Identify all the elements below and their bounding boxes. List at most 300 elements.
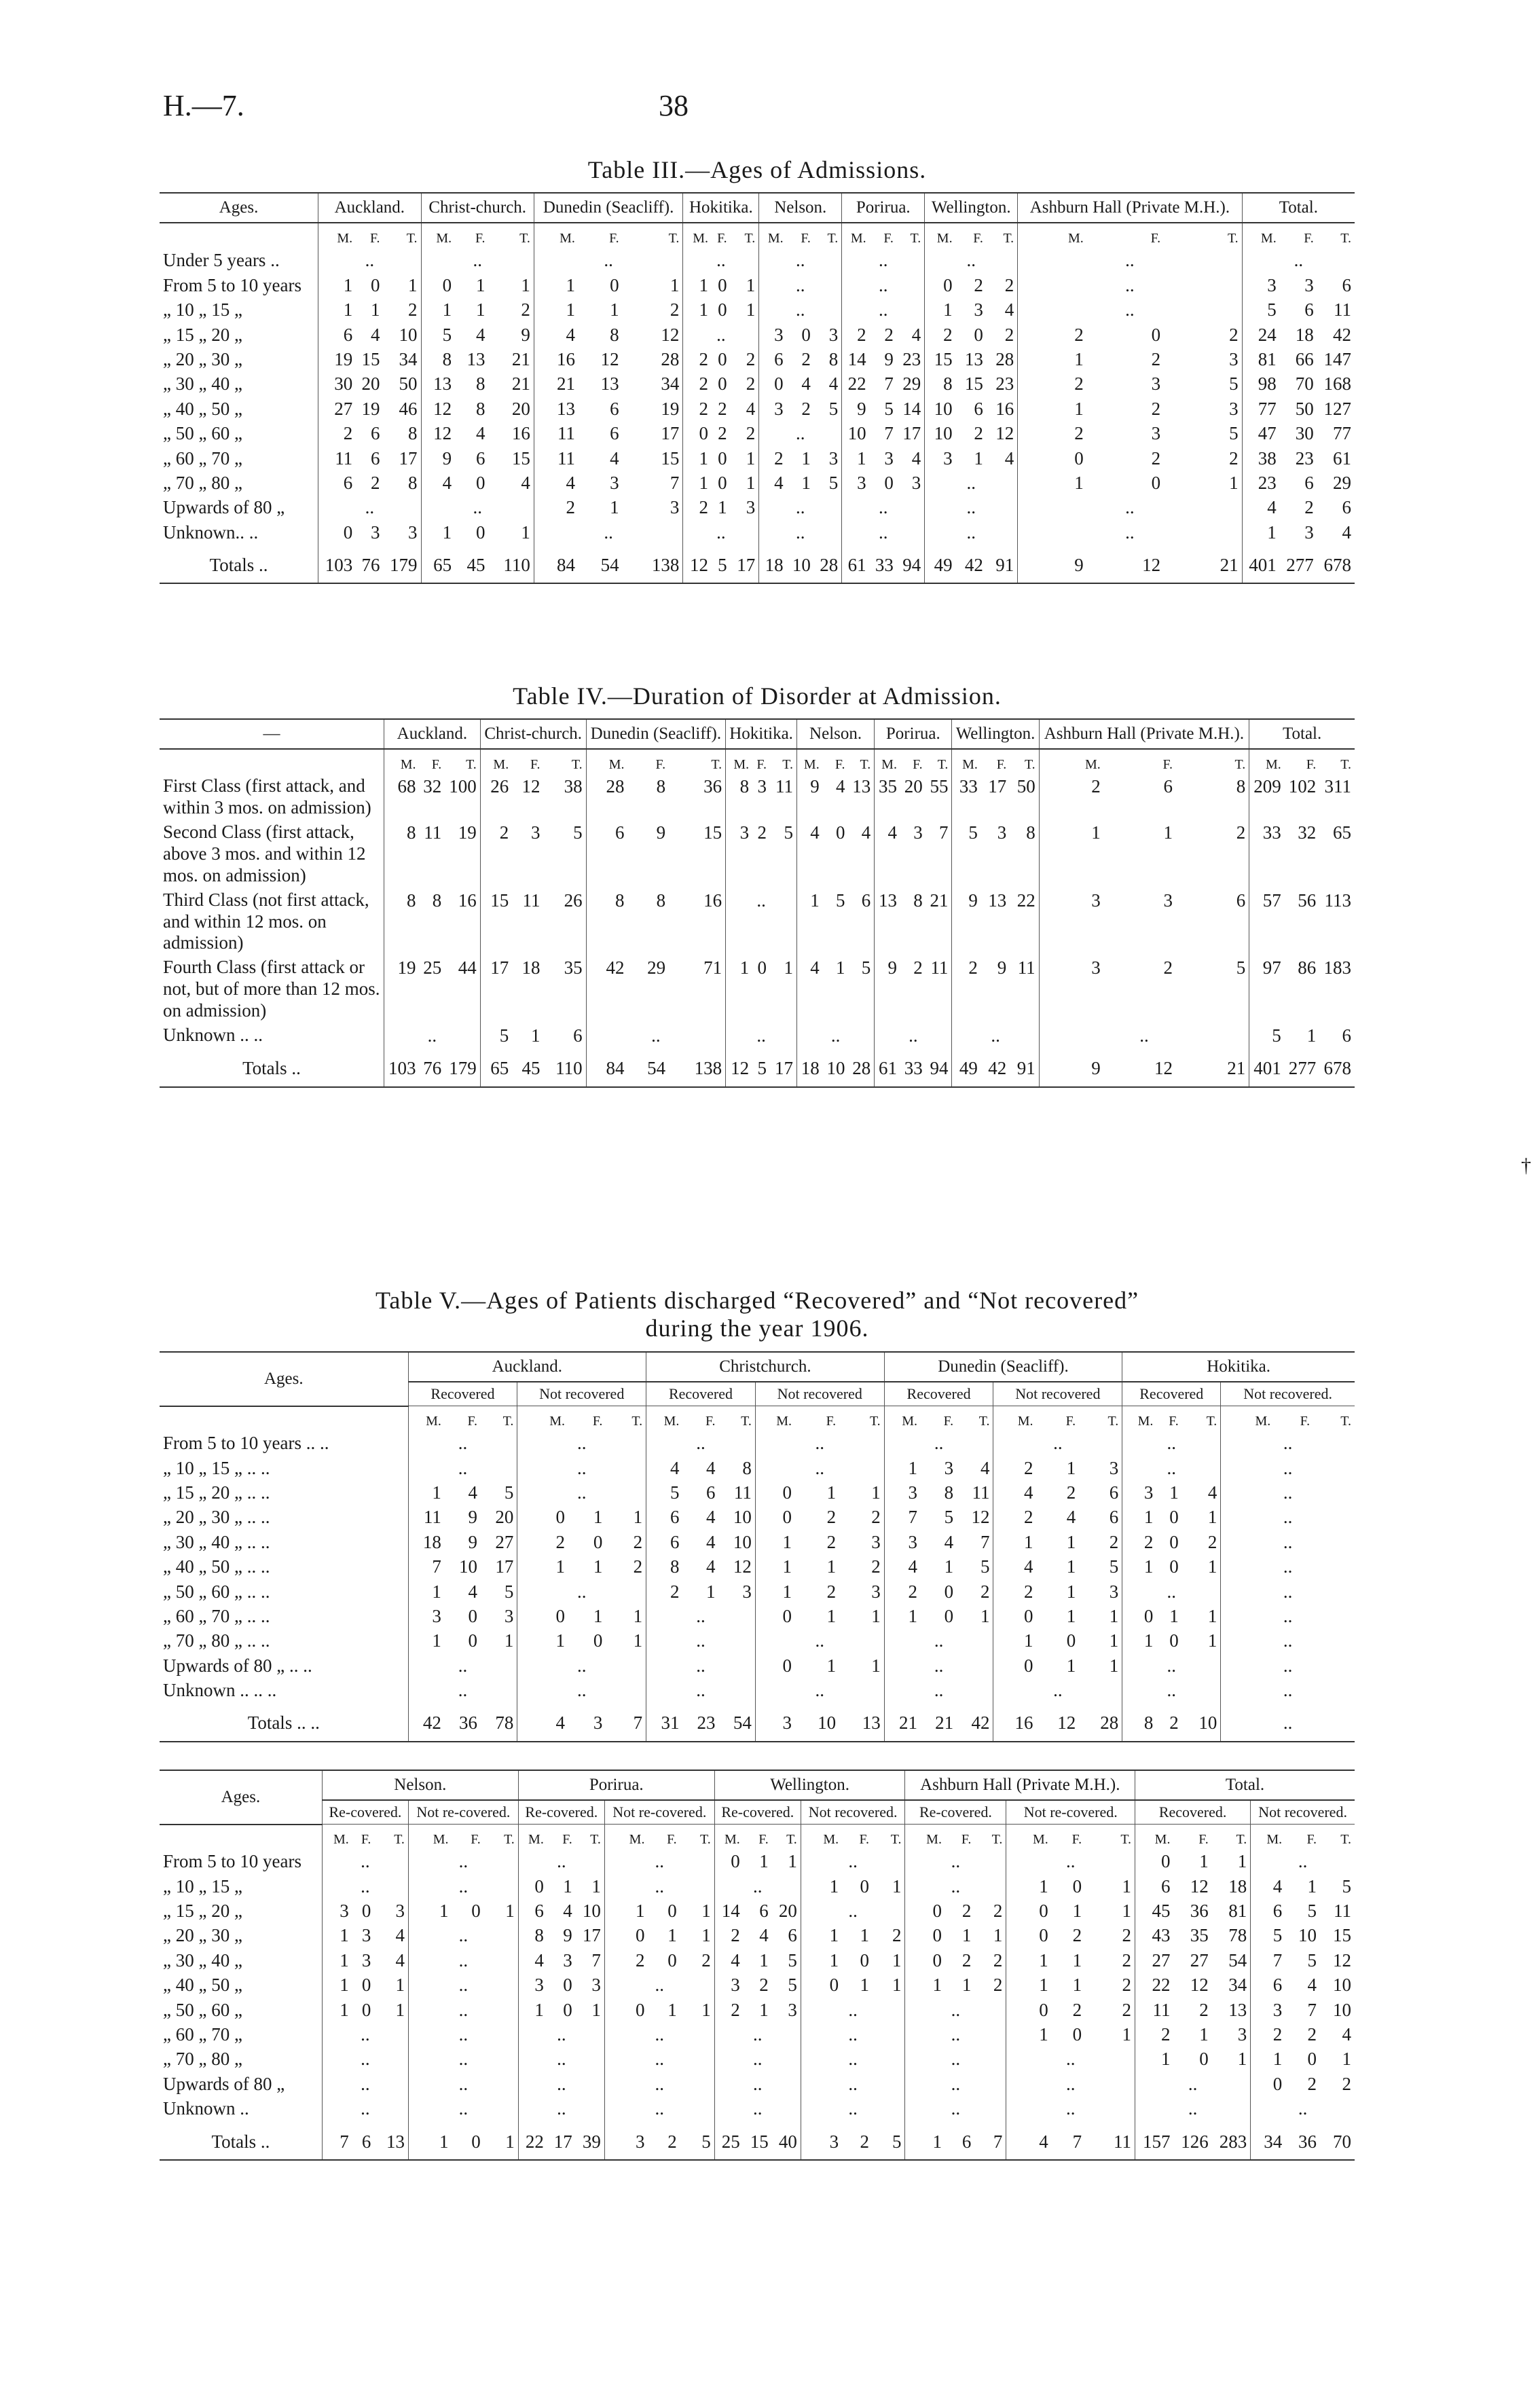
mft-label: T. (502, 1414, 514, 1429)
data-cell-empty (1006, 2072, 1135, 2096)
table-row (160, 1604, 1355, 1628)
data-cell-empty (421, 248, 534, 272)
data-cell: 2 (604, 1948, 648, 1973)
total-cell: 5 (752, 1048, 770, 1086)
total-cell: 25 (714, 2121, 744, 2160)
row-label: „ 20 „ 30 „ (163, 348, 242, 369)
data-cell: 1 (633, 1507, 643, 1528)
total-cell: 61 (842, 545, 870, 583)
data-cell: 0 (468, 1605, 477, 1626)
data-cell: 5 (504, 1581, 514, 1602)
empty-marker: .. (576, 1457, 587, 1478)
data-cell: 7 (408, 1554, 445, 1579)
total-cell: 110 (543, 1048, 586, 1086)
mft-label: M. (755, 1406, 795, 1431)
data-cell-empty (726, 888, 797, 956)
column-group-header: Auckland. (318, 193, 421, 223)
mft-label: M. (408, 1825, 452, 1850)
data-cell: 4 (1242, 495, 1280, 519)
data-cell-empty (1221, 1530, 1355, 1554)
data-cell: 6 (318, 323, 356, 347)
data-cell: 2 (801, 348, 811, 369)
data-cell: 5 (835, 890, 845, 911)
report-reference: H.—7. (163, 89, 244, 122)
data-cell: 9 (521, 324, 530, 345)
data-cell: 27 (1190, 1949, 1209, 1971)
data-cell: 0 (993, 1604, 1037, 1628)
mft-label: T. (1003, 231, 1014, 246)
data-cell: 0 (1006, 1923, 1052, 1947)
data-cell: 4 (563, 1901, 572, 1922)
table-row (160, 1480, 1355, 1505)
data-cell: 4 (706, 1457, 716, 1478)
data-cell: 1 (884, 1456, 921, 1480)
data-cell: 3 (610, 472, 619, 493)
place-header: Nelson. (322, 1770, 518, 1800)
total-cell: 21 (921, 1702, 957, 1741)
data-cell-empty (759, 495, 842, 519)
data-cell: 1 (701, 1925, 711, 1946)
data-cell-empty (1122, 1653, 1221, 1678)
data-cell: 3 (884, 447, 894, 469)
mft-label: M. (1006, 1825, 1052, 1850)
data-cell: 3 (530, 822, 540, 843)
mft-label: T. (504, 1832, 515, 1848)
mft-label: M. (875, 749, 900, 774)
data-cell: 28 (995, 348, 1014, 369)
age-label: „ 50 „ 60 „ .. .. (163, 1581, 270, 1602)
mft-label: M. (322, 1825, 352, 1850)
totals-label: Totals .. (160, 1048, 384, 1086)
data-cell: 17 (902, 423, 921, 444)
total-cell: 17 (770, 1048, 797, 1086)
data-cell: 2 (1018, 421, 1087, 445)
total-cell: 42 (957, 1702, 993, 1741)
mft-spacer (160, 1406, 408, 1431)
data-cell: 1 (683, 297, 712, 322)
empty-marker: .. (557, 2073, 566, 2094)
data-cell: 0 (755, 1505, 795, 1529)
data-cell-empty (1122, 1431, 1221, 1455)
data-cell: 1 (521, 274, 530, 295)
data-cell: 1 (633, 1630, 643, 1651)
data-cell: 9 (952, 888, 981, 956)
data-cell: 0 (905, 1923, 945, 1947)
empty-marker: .. (1188, 2073, 1198, 2094)
data-cell: 2 (746, 423, 756, 444)
data-cell: 0 (755, 1480, 795, 1505)
data-cell: 3 (828, 324, 839, 345)
data-cell: 0 (593, 1531, 603, 1552)
total-cell: 103 (384, 1048, 420, 1086)
data-cell: 0 (835, 822, 845, 843)
table-row (160, 471, 1355, 495)
mft-label: M. (1251, 1825, 1285, 1850)
data-cell: 4 (395, 1949, 405, 1971)
data-cell: 15 (703, 822, 722, 843)
mft-label: F. (943, 1414, 954, 1429)
data-cell: 1 (1229, 472, 1239, 493)
data-cell-empty (517, 1431, 646, 1455)
table-row (160, 446, 1355, 471)
data-cell: 2 (701, 1949, 711, 1971)
data-cell: 11 (318, 446, 356, 471)
data-cell: 6 (1342, 497, 1351, 518)
data-cell: 1 (784, 957, 793, 978)
data-cell: 3 (925, 446, 956, 471)
empty-marker: .. (966, 472, 976, 493)
data-cell: 311 (1324, 776, 1351, 797)
data-cell: 3 (1151, 373, 1161, 395)
data-cell: 6 (646, 1530, 683, 1554)
data-cell: 3 (757, 776, 767, 797)
data-cell: 10 (399, 324, 418, 345)
empty-marker: .. (696, 1630, 705, 1651)
column-group-header: Total. (1242, 193, 1355, 223)
data-cell: 1 (667, 1925, 677, 1946)
data-cell-empty (322, 2096, 408, 2121)
data-cell: 4 (993, 1554, 1037, 1579)
data-cell: 0 (974, 324, 983, 345)
data-cell: 0 (905, 1948, 945, 1973)
total-cell: 401 (1249, 1048, 1285, 1086)
data-cell: 81 (1242, 347, 1280, 371)
data-cell-empty (1018, 248, 1242, 272)
row-label: First Class (first attack, and within 3 mos. on admission) (163, 775, 371, 818)
total-cell: 678 (1317, 545, 1355, 583)
empty-marker: .. (1053, 1433, 1063, 1454)
data-cell: 1 (1066, 1581, 1076, 1602)
data-cell: 3 (1109, 1581, 1119, 1602)
data-cell-empty (842, 273, 925, 297)
data-cell: 1 (408, 274, 418, 295)
table-row (160, 1505, 1355, 1529)
age-label: Unknown .. (163, 2098, 249, 2119)
empty-marker: .. (1283, 1457, 1293, 1478)
total-cell: 36 (445, 1702, 481, 1741)
data-cell: 3 (395, 1901, 405, 1922)
row-label: Third Class (not first attack, and within 12 mos. on admission) (163, 889, 369, 953)
data-cell-empty (604, 2047, 714, 2071)
table-row (160, 1973, 1355, 1997)
table-row (160, 1874, 1355, 1899)
column-group-header: Ashburn Hall (Private M.H.). (1039, 719, 1249, 749)
data-cell: 0 (667, 1901, 677, 1922)
age-label: „ 15 „ 20 „ .. .. (163, 1482, 270, 1503)
data-cell: 1 (871, 1482, 881, 1503)
total-cell: 277 (1285, 1048, 1320, 1086)
empty-marker: .. (1283, 1680, 1293, 1701)
column-group-header: Hokitika. (726, 719, 797, 749)
data-cell: 4 (746, 398, 756, 419)
data-cell: 1 (842, 446, 870, 471)
data-cell: 2 (871, 1507, 881, 1528)
data-cell-empty (322, 1849, 408, 1873)
status-subheader: Recovered (646, 1382, 756, 1406)
data-cell: 3 (871, 1531, 881, 1552)
row-header-label: — (160, 719, 384, 749)
data-cell: 6 (861, 890, 871, 911)
data-cell: 11 (1334, 1901, 1351, 1922)
data-cell: 77 (1333, 423, 1351, 444)
data-cell: 4 (610, 447, 619, 469)
mft-label: T. (991, 1832, 1003, 1848)
data-cell: 21 (930, 890, 949, 911)
data-cell: 1 (1072, 1949, 1082, 1971)
empty-marker: .. (604, 521, 613, 543)
data-cell: 1 (318, 297, 356, 322)
data-cell: 2 (408, 299, 418, 320)
data-cell: 10 (733, 1531, 752, 1552)
data-cell-empty (796, 1023, 874, 1048)
row-label: From 5 to 10 years (163, 274, 301, 295)
data-cell: 1 (1122, 1875, 1132, 1897)
data-cell-empty (1242, 248, 1355, 272)
data-cell: 17 (495, 1556, 514, 1577)
empty-marker: .. (1167, 1680, 1177, 1701)
table-row (160, 323, 1355, 347)
data-cell: 1 (408, 1628, 445, 1653)
data-cell: 2 (1207, 1531, 1217, 1552)
total-cell: 13 (374, 2121, 408, 2160)
mft-label: M. (1242, 223, 1280, 248)
mft-label: T. (786, 1832, 797, 1848)
table-row (160, 1023, 1355, 1048)
data-cell: 1 (670, 274, 680, 295)
empty-marker: .. (1065, 2049, 1076, 2070)
data-cell: 0 (1018, 446, 1087, 471)
empty-marker: .. (848, 1999, 858, 2020)
data-cell: 4 (759, 1925, 769, 1946)
data-cell: 19 (318, 347, 356, 371)
total-cell: 179 (383, 545, 421, 583)
empty-marker: .. (879, 274, 888, 295)
total-cell: 110 (489, 545, 534, 583)
empty-marker: .. (458, 1851, 469, 1872)
empty-marker: .. (951, 1999, 961, 2020)
data-cell: 15 (925, 347, 956, 371)
table-row (160, 273, 1355, 297)
data-cell: 15 (480, 888, 512, 956)
total-cell: 84 (534, 545, 579, 583)
status-subheader: Recovered. (1135, 1800, 1251, 1825)
data-cell-empty (683, 520, 759, 545)
data-cell-empty (646, 1604, 756, 1628)
column-group-header: Christ-church. (480, 719, 586, 749)
data-cell-empty (408, 1653, 517, 1678)
data-cell: 23 (902, 348, 921, 369)
empty-marker: .. (716, 521, 726, 543)
data-cell: 0 (884, 472, 894, 493)
data-cell: 1 (322, 1923, 352, 1947)
age-label: Upwards of 80 „ (163, 2073, 285, 2094)
data-cell: 35 (564, 957, 583, 978)
data-cell: 10 (925, 421, 956, 445)
total-cell: 283 (1212, 2121, 1251, 2160)
empty-marker: .. (934, 1630, 944, 1651)
data-cell: 42 (1333, 324, 1351, 345)
mft-label: F. (1306, 1832, 1317, 1848)
status-subheader: Not recovered. (1221, 1382, 1355, 1406)
data-cell: 2 (714, 1923, 744, 1947)
empty-marker: .. (1065, 2073, 1076, 2094)
data-cell: 2 (1072, 1925, 1082, 1946)
data-cell-empty (534, 248, 683, 272)
status-subheader: Not re-covered. (604, 1800, 714, 1825)
data-cell: 6 (1236, 890, 1246, 911)
data-cell: 9 (468, 1507, 477, 1528)
mft-label: F. (801, 231, 811, 246)
status-subheader: Recovered (1122, 1382, 1221, 1406)
data-cell: 54 (1228, 1949, 1247, 1971)
empty-marker: .. (879, 299, 888, 320)
data-cell: 8 (742, 1457, 752, 1478)
data-cell: 16 (458, 890, 477, 911)
total-cell: 33 (870, 545, 897, 583)
data-cell: 5 (1307, 1901, 1317, 1922)
data-cell: 17 (661, 423, 680, 444)
data-cell: 9 (875, 955, 900, 1023)
data-cell: 2 (1229, 324, 1239, 345)
data-cell: 1 (1135, 2047, 1174, 2071)
empty-marker: .. (934, 1680, 944, 1701)
mft-spacer (160, 749, 384, 774)
data-cell: 1 (701, 1901, 711, 1922)
total-cell: 18 (759, 545, 787, 583)
data-cell: 1 (860, 1925, 870, 1946)
table-row (160, 1923, 1355, 1947)
data-cell: 1 (1207, 1630, 1217, 1651)
data-cell: 1 (476, 274, 485, 295)
data-cell: 16 (703, 890, 722, 911)
empty-marker: .. (796, 423, 805, 444)
empty-marker: .. (753, 1875, 763, 1897)
data-cell: 98 (1242, 371, 1280, 396)
row-label: Fourth Class (first attack or not, but of more than 12 mos. on admission) (163, 957, 380, 1021)
data-cell: 16 (534, 347, 579, 371)
total-cell: 7 (974, 2121, 1006, 2160)
empty-marker: .. (879, 250, 888, 271)
data-cell: 46 (399, 398, 418, 419)
empty-marker: .. (1125, 299, 1135, 320)
data-cell: 0 (421, 273, 455, 297)
data-cell: 0 (370, 274, 380, 295)
data-cell: 1 (1066, 1605, 1076, 1626)
empty-marker: .. (716, 250, 726, 271)
total-cell: 11 (1085, 2121, 1135, 2160)
mft-label: M. (1122, 1406, 1157, 1431)
data-cell-empty (408, 1849, 518, 1873)
table-row (160, 820, 1355, 888)
total-cell: 28 (814, 545, 842, 583)
place-header: Christchurch. (646, 1352, 885, 1382)
mft-label: T. (1340, 1414, 1351, 1429)
empty-marker: .. (848, 2073, 858, 2094)
data-cell: 8 (726, 774, 752, 820)
totals-label: Totals .. (160, 545, 318, 583)
data-cell: 61 (1333, 447, 1351, 469)
data-cell: 3 (591, 1975, 601, 1996)
data-cell: 6 (788, 1925, 797, 1946)
empty-marker: .. (1283, 1507, 1293, 1528)
data-cell: 2 (826, 1507, 837, 1528)
mft-label: T. (466, 757, 477, 773)
data-cell: 4 (518, 1948, 547, 1973)
data-cell: 11 (930, 957, 949, 978)
data-cell: 3 (726, 820, 752, 888)
mft-label: F. (1150, 231, 1161, 246)
total-cell: 10 (1182, 1702, 1221, 1741)
data-cell: 3 (1039, 888, 1104, 956)
empty-marker: .. (1065, 1851, 1076, 1872)
data-cell: 2 (980, 1581, 990, 1602)
empty-marker: .. (361, 1851, 370, 1872)
data-cell: 13 (421, 371, 455, 396)
data-cell: 1 (796, 888, 822, 956)
data-cell-empty (517, 1480, 646, 1505)
empty-marker: .. (427, 1025, 437, 1046)
data-cell: 20 (495, 1507, 514, 1528)
data-cell: 4 (1207, 1482, 1217, 1503)
data-cell: 1 (476, 299, 485, 320)
data-cell: 6 (370, 423, 380, 444)
status-subheader: Recovered (884, 1382, 993, 1406)
data-cell: 2 (826, 1531, 837, 1552)
data-cell: 29 (1333, 472, 1351, 493)
empty-marker: .. (966, 521, 976, 543)
data-cell: 7 (884, 1505, 921, 1529)
empty-marker: .. (458, 2073, 469, 2094)
mft-label: F. (369, 231, 380, 246)
status-subheader: Not recovered (993, 1382, 1122, 1406)
data-cell: 81 (1228, 1901, 1247, 1922)
data-cell: 13 (466, 348, 485, 369)
mft-label: F. (756, 757, 767, 773)
empty-marker: .. (458, 1875, 469, 1897)
data-cell: 1 (683, 471, 712, 495)
data-cell: 15 (1333, 1925, 1351, 1946)
mft-label: M. (518, 1825, 547, 1850)
data-cell: 1 (593, 1507, 603, 1528)
data-cell: 2 (993, 1949, 1003, 1971)
data-cell: 3 (1229, 398, 1239, 419)
mft-label: T. (744, 231, 756, 246)
empty-marker: .. (848, 2049, 858, 2070)
total-cell: 28 (1079, 1702, 1122, 1741)
empty-marker: .. (716, 324, 726, 345)
place-header: Porirua. (518, 1770, 714, 1800)
data-cell: 4 (714, 1948, 744, 1973)
data-cell: 6 (1251, 1899, 1285, 1923)
data-cell: 4 (980, 1457, 990, 1478)
age-label: „ 60 „ 70 „ (163, 2023, 242, 2045)
data-cell: 4 (796, 820, 822, 888)
empty-marker: .. (951, 1851, 961, 1872)
data-cell: 102 (1288, 776, 1317, 797)
data-cell: 4 (1004, 447, 1014, 469)
data-cell: 25 (423, 957, 442, 978)
total-cell: 76 (420, 1048, 445, 1086)
data-cell: 14 (902, 398, 921, 419)
data-cell: 8 (476, 398, 485, 419)
margin-mark: † (1521, 1154, 1531, 1177)
data-cell: 13 (534, 397, 579, 421)
data-cell-empty (421, 495, 534, 519)
table-row (160, 1579, 1355, 1604)
total-cell: 49 (952, 1048, 981, 1086)
data-cell: 1 (1006, 2022, 1052, 2047)
row-label: „ 70 „ 80 „ (163, 472, 242, 493)
